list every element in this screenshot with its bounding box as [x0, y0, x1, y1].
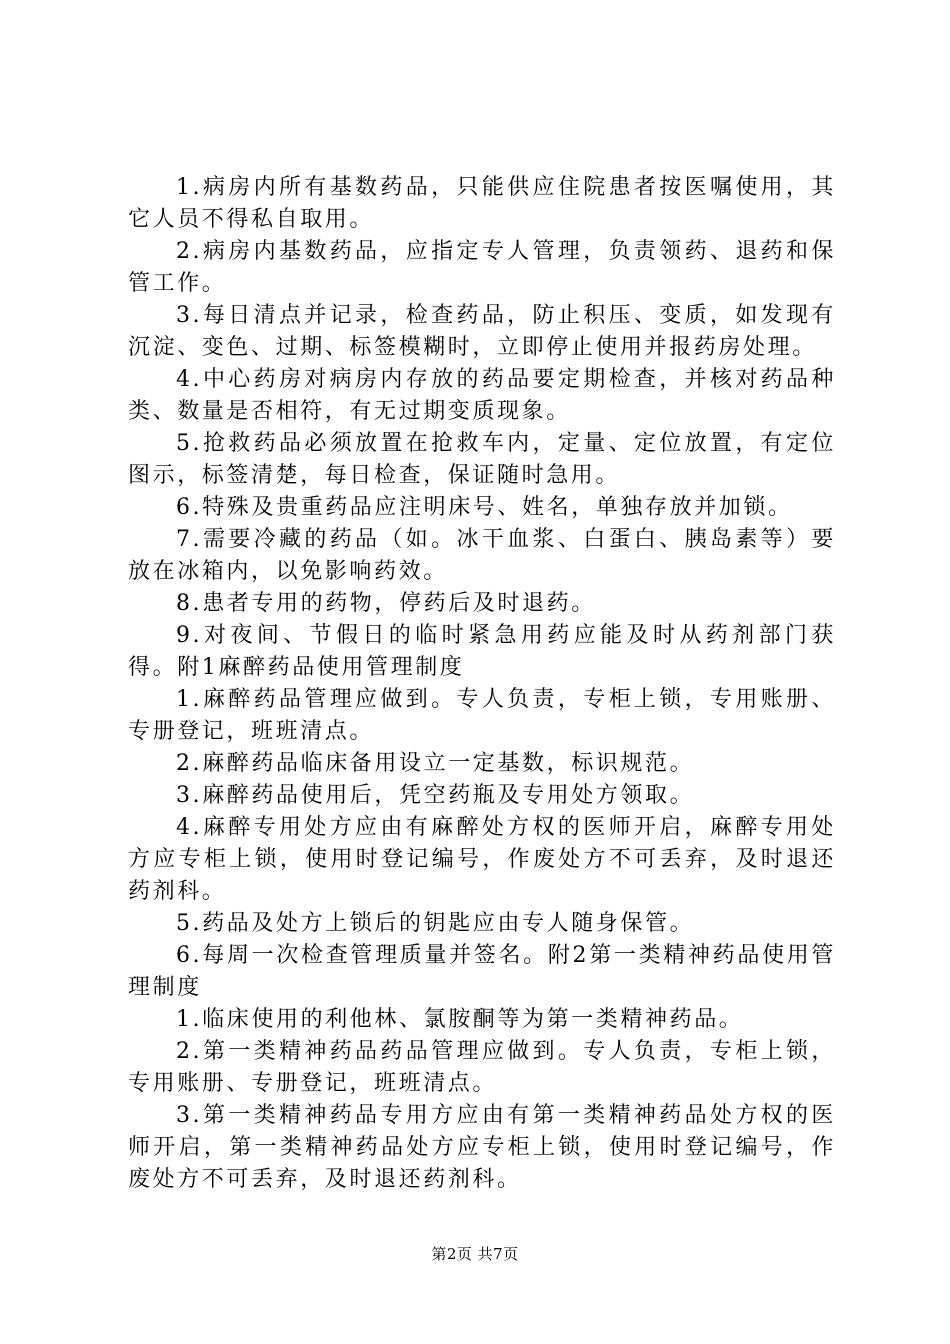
- paragraph-6: 6.特殊及贵重药品应注明床号、姓名，单独存放并加锁。: [176, 495, 793, 520]
- page-number: 第2页 共7页: [431, 1245, 519, 1263]
- paragraph-11: 2.麻醉药品临床备用设立一定基数，标识规范。: [176, 751, 695, 776]
- paragraph-13: 4.麻醉专用处方应由有麻醉处方权的医师开启，麻醉专用处方应专柜上锁，使用时登记编号，作废处方不可丢弃，及时退还药剂科。: [128, 815, 836, 904]
- paragraph-2: 2.病房内基数药品，应指定专人管理，负责领药、退药和保管工作。: [128, 239, 836, 296]
- paragraph-4: 4.中心药房对病房内存放的药品要定期检查，并核对药品种类、数量是否相符，有无过期变质现象。: [128, 367, 836, 424]
- paragraph-17: 2.第一类精神药品药品管理应做到。专人负责，专柜上锁，专用账册、专册登记，班班清点。: [128, 1039, 836, 1096]
- page-footer: [0, 1244, 950, 1264]
- paragraph-9: 9.对夜间、节假日的临时紧急用药应能及时从药剂部门获得。附1麻醉药品使用管理制度: [128, 623, 836, 680]
- paragraph-7: 7.需要冷藏的药品（如。冰干血浆、白蛋白、胰岛素等）要放在冰箱内，以免影响药效。: [128, 527, 836, 584]
- paragraph-15: 6.每周一次检查管理质量并签名。附2第一类精神药品使用管理制度: [128, 943, 836, 1000]
- paragraph-5: 5.抢救药品必须放置在抢救车内，定量、定位放置，有定位图示，标签清楚，每日检查，保证随时急用。: [128, 431, 836, 488]
- paragraph-3: 3.每日清点并记录，检查药品，防止积压、变质，如发现有沉淀、变色、过期、标签模糊时，立即停止使用并报药房处理。: [128, 303, 836, 360]
- paragraph-16: 1.临床使用的利他林、氯胺酮等为第一类精神药品。: [176, 1007, 744, 1032]
- document-body: [128, 172, 836, 1196]
- paragraph-10: 1.麻醉药品管理应做到。专人负责，专柜上锁，专用账册、专册登记，班班清点。: [128, 687, 836, 744]
- paragraph-14: 5.药品及处方上锁后的钥匙应由专人随身保管。: [176, 911, 695, 936]
- paragraph-8: 8.患者专用的药物，停药后及时退药。: [176, 591, 596, 616]
- paragraph-12: 3.麻醉药品使用后，凭空药瓶及专用处方领取。: [176, 783, 695, 808]
- paragraph-1: 1.病房内所有基数药品，只能供应住院患者按医嘱使用，其它人员不得私自取用。: [128, 175, 836, 232]
- paragraph-18: 3.第一类精神药品专用方应由有第一类精神药品处方权的医师开启，第一类精神药品处方应专柜上锁，使用时登记编号，作废处方不可丢弃，及时退还药剂科。: [128, 1103, 836, 1192]
